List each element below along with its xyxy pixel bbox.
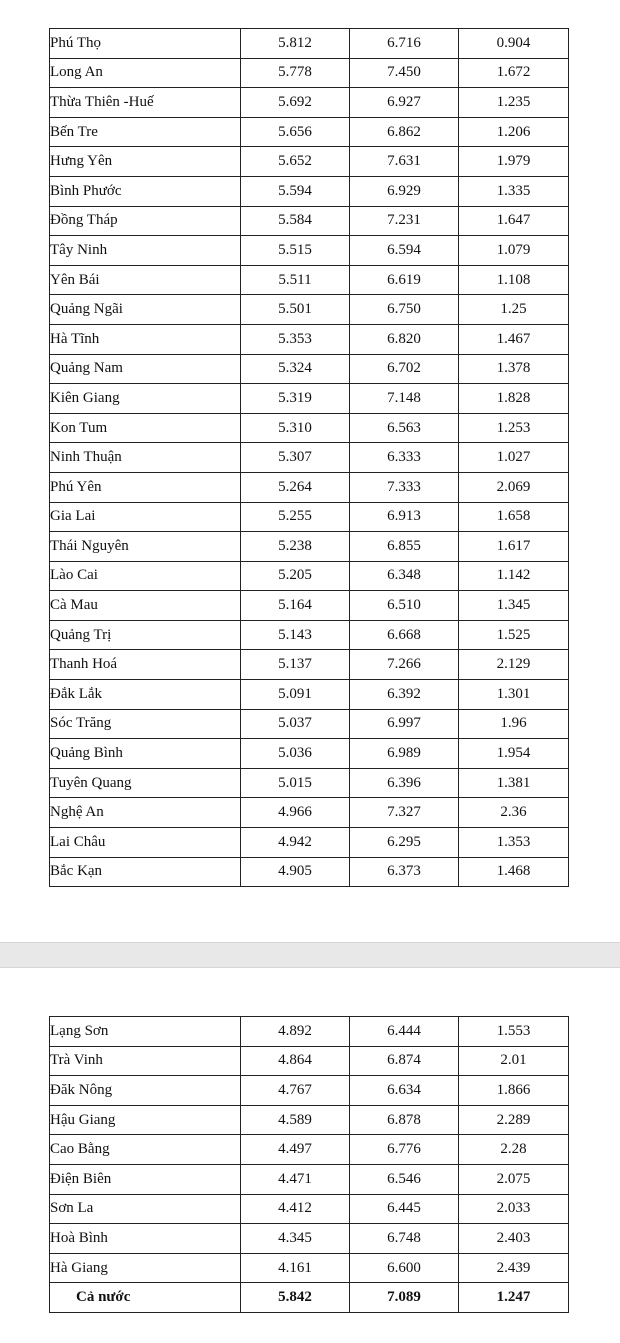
province-name-cell: Nghệ An <box>50 798 241 828</box>
value-3-cell: 1.553 <box>459 1017 569 1047</box>
value-3-cell: 1.647 <box>459 206 569 236</box>
value-2-cell: 7.450 <box>350 58 459 88</box>
province-name-cell: Lai Châu <box>50 828 241 858</box>
province-name-cell: Phú Yên <box>50 472 241 502</box>
value-3-cell: 1.617 <box>459 532 569 562</box>
value-3-cell: 2.075 <box>459 1164 569 1194</box>
table-row <box>50 532 569 562</box>
value-2-cell: 6.716 <box>350 29 459 59</box>
value-3-cell: 1.235 <box>459 88 569 118</box>
province-name-cell: Trà Vinh <box>50 1046 241 1076</box>
table-row <box>50 265 569 295</box>
value-3-cell: 1.525 <box>459 620 569 650</box>
value-2-cell: 6.444 <box>350 1017 459 1047</box>
value-2-cell: 6.750 <box>350 295 459 325</box>
value-1-cell: 5.310 <box>241 413 350 443</box>
province-name-cell: Đồng Tháp <box>50 206 241 236</box>
value-3-cell: 1.345 <box>459 591 569 621</box>
value-3-cell: 1.672 <box>459 58 569 88</box>
value-1-cell: 5.511 <box>241 265 350 295</box>
total-value-1: 5.842 <box>241 1283 350 1313</box>
table-row <box>50 798 569 828</box>
province-name-cell: Hưng Yên <box>50 147 241 177</box>
province-name-cell: Bắc Kạn <box>50 857 241 887</box>
province-name-cell: Long An <box>50 58 241 88</box>
value-3-cell: 1.206 <box>459 117 569 147</box>
value-3-cell: 2.403 <box>459 1224 569 1254</box>
province-name-cell: Quảng Nam <box>50 354 241 384</box>
province-name-cell: Ninh Thuận <box>50 443 241 473</box>
value-1-cell: 4.942 <box>241 828 350 858</box>
value-2-cell: 6.619 <box>350 265 459 295</box>
value-3-cell: 2.033 <box>459 1194 569 1224</box>
value-3-cell: 2.069 <box>459 472 569 502</box>
table-row <box>50 117 569 147</box>
table-row <box>50 739 569 769</box>
value-2-cell: 7.327 <box>350 798 459 828</box>
value-3-cell: 1.954 <box>459 739 569 769</box>
value-1-cell: 5.515 <box>241 236 350 266</box>
table-row <box>50 206 569 236</box>
national-total-row <box>50 1283 569 1313</box>
value-2-cell: 6.392 <box>350 680 459 710</box>
table-row <box>50 236 569 266</box>
value-3-cell: 1.079 <box>459 236 569 266</box>
value-3-cell: 2.129 <box>459 650 569 680</box>
value-2-cell: 6.878 <box>350 1105 459 1135</box>
table-row <box>50 591 569 621</box>
value-3-cell: 1.468 <box>459 857 569 887</box>
value-1-cell: 5.692 <box>241 88 350 118</box>
value-2-cell: 6.913 <box>350 502 459 532</box>
value-1-cell: 5.037 <box>241 709 350 739</box>
value-1-cell: 5.205 <box>241 561 350 591</box>
value-1-cell: 5.812 <box>241 29 350 59</box>
value-1-cell: 4.966 <box>241 798 350 828</box>
province-name-cell: Thanh Hoá <box>50 650 241 680</box>
value-1-cell: 4.892 <box>241 1017 350 1047</box>
total-label: Cả nước <box>50 1283 241 1313</box>
province-name-cell: Yên Bái <box>50 265 241 295</box>
value-3-cell: 1.378 <box>459 354 569 384</box>
value-1-cell: 4.589 <box>241 1105 350 1135</box>
table-row <box>50 857 569 887</box>
value-2-cell: 7.631 <box>350 147 459 177</box>
value-3-cell: 1.108 <box>459 265 569 295</box>
value-2-cell: 6.348 <box>350 561 459 591</box>
value-1-cell: 5.584 <box>241 206 350 236</box>
province-name-cell: Thừa Thiên -Huế <box>50 88 241 118</box>
value-3-cell: 1.253 <box>459 413 569 443</box>
value-1-cell: 4.864 <box>241 1046 350 1076</box>
table-row <box>50 1224 569 1254</box>
province-name-cell: Bình Phước <box>50 176 241 206</box>
total-value-3: 1.247 <box>459 1283 569 1313</box>
value-3-cell: 1.828 <box>459 384 569 414</box>
province-name-cell: Đắk Lắk <box>50 680 241 710</box>
value-2-cell: 7.231 <box>350 206 459 236</box>
value-1-cell: 5.324 <box>241 354 350 384</box>
value-2-cell: 6.594 <box>350 236 459 266</box>
value-2-cell: 6.929 <box>350 176 459 206</box>
province-table-part-2 <box>49 1016 569 1313</box>
table-row <box>50 354 569 384</box>
value-3-cell: 1.301 <box>459 680 569 710</box>
province-name-cell: Hà Tĩnh <box>50 324 241 354</box>
table-row <box>50 88 569 118</box>
value-3-cell: 1.866 <box>459 1076 569 1106</box>
value-2-cell: 6.862 <box>350 117 459 147</box>
value-3-cell: 1.353 <box>459 828 569 858</box>
value-3-cell: 1.142 <box>459 561 569 591</box>
table-row <box>50 650 569 680</box>
province-name-cell: Quảng Ngãi <box>50 295 241 325</box>
table-row <box>50 443 569 473</box>
value-1-cell: 4.767 <box>241 1076 350 1106</box>
value-2-cell: 6.776 <box>350 1135 459 1165</box>
table-row <box>50 1135 569 1165</box>
value-2-cell: 7.148 <box>350 384 459 414</box>
province-name-cell: Kon Tum <box>50 413 241 443</box>
value-2-cell: 6.997 <box>350 709 459 739</box>
page-break-gap <box>0 942 620 968</box>
value-1-cell: 5.238 <box>241 532 350 562</box>
value-3-cell: 2.28 <box>459 1135 569 1165</box>
value-1-cell: 4.905 <box>241 857 350 887</box>
value-2-cell: 6.855 <box>350 532 459 562</box>
value-2-cell: 6.445 <box>350 1194 459 1224</box>
province-name-cell: Bến Tre <box>50 117 241 147</box>
value-2-cell: 6.600 <box>350 1253 459 1283</box>
value-1-cell: 5.656 <box>241 117 350 147</box>
value-2-cell: 7.266 <box>350 650 459 680</box>
province-name-cell: Cà Mau <box>50 591 241 621</box>
value-3-cell: 1.335 <box>459 176 569 206</box>
value-3-cell: 1.658 <box>459 502 569 532</box>
value-1-cell: 5.036 <box>241 739 350 769</box>
value-1-cell: 5.594 <box>241 176 350 206</box>
value-2-cell: 6.748 <box>350 1224 459 1254</box>
value-2-cell: 6.668 <box>350 620 459 650</box>
value-3-cell: 1.027 <box>459 443 569 473</box>
table-row <box>50 502 569 532</box>
province-name-cell: Sóc Trăng <box>50 709 241 739</box>
value-1-cell: 5.143 <box>241 620 350 650</box>
province-name-cell: Lào Cai <box>50 561 241 591</box>
value-3-cell: 2.36 <box>459 798 569 828</box>
value-2-cell: 6.546 <box>350 1164 459 1194</box>
value-2-cell: 6.634 <box>350 1076 459 1106</box>
province-name-cell: Hậu Giang <box>50 1105 241 1135</box>
value-1-cell: 5.091 <box>241 680 350 710</box>
table-row <box>50 1194 569 1224</box>
value-2-cell: 6.874 <box>350 1046 459 1076</box>
value-2-cell: 6.820 <box>350 324 459 354</box>
province-name-cell: Điện Biên <box>50 1164 241 1194</box>
table-row <box>50 1076 569 1106</box>
value-2-cell: 6.563 <box>350 413 459 443</box>
total-value-2: 7.089 <box>350 1283 459 1313</box>
value-3-cell: 1.467 <box>459 324 569 354</box>
table-row <box>50 1046 569 1076</box>
table-row <box>50 561 569 591</box>
value-1-cell: 5.319 <box>241 384 350 414</box>
table-row <box>50 413 569 443</box>
document-page-2 <box>0 968 620 1343</box>
value-2-cell: 6.396 <box>350 768 459 798</box>
table-row <box>50 680 569 710</box>
value-1-cell: 5.164 <box>241 591 350 621</box>
value-3-cell: 1.96 <box>459 709 569 739</box>
value-1-cell: 5.353 <box>241 324 350 354</box>
value-1-cell: 4.161 <box>241 1253 350 1283</box>
value-1-cell: 5.137 <box>241 650 350 680</box>
table-row <box>50 58 569 88</box>
table-row <box>50 295 569 325</box>
province-name-cell: Tuyên Quang <box>50 768 241 798</box>
table-row <box>50 324 569 354</box>
table-row <box>50 1164 569 1194</box>
table-row <box>50 176 569 206</box>
value-1-cell: 4.345 <box>241 1224 350 1254</box>
value-2-cell: 6.927 <box>350 88 459 118</box>
province-name-cell: Gia Lai <box>50 502 241 532</box>
value-3-cell: 2.289 <box>459 1105 569 1135</box>
value-2-cell: 6.373 <box>350 857 459 887</box>
province-name-cell: Hoà Bình <box>50 1224 241 1254</box>
province-name-cell: Cao Bằng <box>50 1135 241 1165</box>
value-1-cell: 4.412 <box>241 1194 350 1224</box>
value-1-cell: 5.501 <box>241 295 350 325</box>
value-3-cell: 0.904 <box>459 29 569 59</box>
value-3-cell: 1.25 <box>459 295 569 325</box>
value-1-cell: 5.778 <box>241 58 350 88</box>
value-1-cell: 4.471 <box>241 1164 350 1194</box>
value-3-cell: 2.01 <box>459 1046 569 1076</box>
value-1-cell: 4.497 <box>241 1135 350 1165</box>
table-row <box>50 620 569 650</box>
value-3-cell: 1.381 <box>459 768 569 798</box>
table-row <box>50 384 569 414</box>
table-row <box>50 29 569 59</box>
value-2-cell: 6.702 <box>350 354 459 384</box>
value-2-cell: 6.295 <box>350 828 459 858</box>
value-1-cell: 5.307 <box>241 443 350 473</box>
province-table-body-2 <box>50 1017 569 1283</box>
table-row <box>50 472 569 502</box>
province-name-cell: Tây Ninh <box>50 236 241 266</box>
province-name-cell: Thái Nguyên <box>50 532 241 562</box>
table-row <box>50 147 569 177</box>
province-name-cell: Đăk Nông <box>50 1076 241 1106</box>
table-row <box>50 828 569 858</box>
table-row <box>50 709 569 739</box>
value-2-cell: 6.333 <box>350 443 459 473</box>
table-row <box>50 1253 569 1283</box>
province-name-cell: Lạng Sơn <box>50 1017 241 1047</box>
province-name-cell: Phú Thọ <box>50 29 241 59</box>
province-name-cell: Kiên Giang <box>50 384 241 414</box>
province-table-body-1 <box>50 29 569 887</box>
table-row <box>50 1105 569 1135</box>
value-1-cell: 5.015 <box>241 768 350 798</box>
province-table-part-1 <box>49 28 569 887</box>
value-2-cell: 7.333 <box>350 472 459 502</box>
province-name-cell: Quảng Bình <box>50 739 241 769</box>
province-name-cell: Hà Giang <box>50 1253 241 1283</box>
province-name-cell: Sơn La <box>50 1194 241 1224</box>
value-2-cell: 6.989 <box>350 739 459 769</box>
table-row <box>50 768 569 798</box>
value-1-cell: 5.255 <box>241 502 350 532</box>
value-3-cell: 1.979 <box>459 147 569 177</box>
value-2-cell: 6.510 <box>350 591 459 621</box>
value-3-cell: 2.439 <box>459 1253 569 1283</box>
value-1-cell: 5.652 <box>241 147 350 177</box>
province-name-cell: Quảng Trị <box>50 620 241 650</box>
table-row <box>50 1017 569 1047</box>
value-1-cell: 5.264 <box>241 472 350 502</box>
